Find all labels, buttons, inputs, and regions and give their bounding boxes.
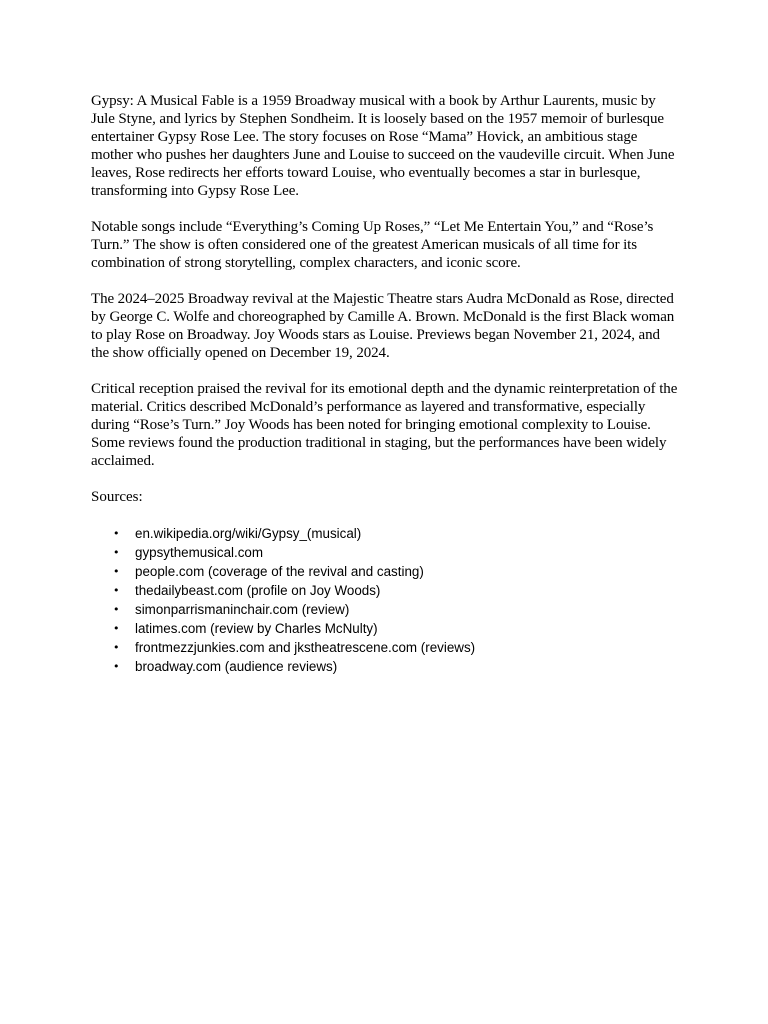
bullet-icon: • [113, 603, 120, 616]
bullet-icon: • [113, 622, 120, 635]
sources-list [91, 524, 681, 676]
source-text: frontmezzjunkies.com and jkstheatrescene.com (reviews) [135, 640, 476, 655]
source-text: thedailybeast.com (profile on Joy Woods) [135, 583, 381, 598]
paragraph-overview: Gypsy: A Musical Fable is a 1959 Broadway musical with a book by Arthur Laurents, music by Jule Styne, and lyrics by Stephen Sondheim. It is loosely based on the 1957 memoir of burlesque entertainer Gypsy Rose Lee. The story focuses on Rose “Mama” Hovick, an ambitious stage mother who pushes her daughters June and Louise to succeed on the vaudeville circuit. When June leaves, Rose redirects her efforts toward Louise, who eventually becomes a star in burlesque, transforming into Gypsy Rose Lee. [91, 93, 675, 199]
source-item [91, 524, 681, 543]
sources-heading: Sources: [91, 489, 143, 505]
source-item [91, 638, 681, 657]
source-item [91, 581, 681, 600]
source-text: simonparrismaninchair.com (review) [135, 602, 350, 617]
source-item [91, 619, 681, 638]
paragraph-notable-songs: Notable songs include “Everything’s Coming Up Roses,” “Let Me Entertain You,” and “Rose’s Turn.” The show is often considered one of the greatest American musicals of all time for its combination of strong storytelling, complex characters, and iconic score. [91, 219, 654, 271]
source-item [91, 562, 681, 581]
source-text: latimes.com (review by Charles McNulty) [135, 621, 378, 636]
source-text: gypsythemusical.com [135, 545, 264, 560]
source-text: broadway.com (audience reviews) [135, 659, 338, 674]
bullet-icon: • [113, 641, 120, 654]
bullet-icon: • [113, 584, 120, 597]
document-page [91, 92, 681, 676]
bullet-icon: • [113, 546, 120, 559]
source-item [91, 657, 681, 676]
source-text: people.com (coverage of the revival and casting) [135, 564, 424, 579]
bullet-icon: • [113, 527, 120, 540]
bullet-icon: • [113, 565, 120, 578]
source-item [91, 543, 681, 562]
paragraph-revival: The 2024–2025 Broadway revival at the Majestic Theatre stars Audra McDonald as Rose, directed by George C. Wolfe and choreographed by Camille A. Brown. McDonald is the first Black woman to play Rose on Broadway. Joy Woods stars as Louise. Previews began November 21, 2024, and the show officially opened on December 19, 2024. [91, 291, 675, 361]
source-text: en.wikipedia.org/wiki/Gypsy_(musical) [135, 526, 362, 541]
source-item [91, 600, 681, 619]
paragraph-critical-reception: Critical reception praised the revival for its emotional depth and the dynamic reinterpretation of the material. Critics described McDonald’s performance as layered and transformative, especially during “Rose’s Turn.” Joy Woods has been noted for bringing emotional complexity to Louise. Some reviews found the production traditional in staging, but the performances have been widely acclaimed. [91, 381, 678, 469]
bullet-icon: • [113, 660, 120, 673]
